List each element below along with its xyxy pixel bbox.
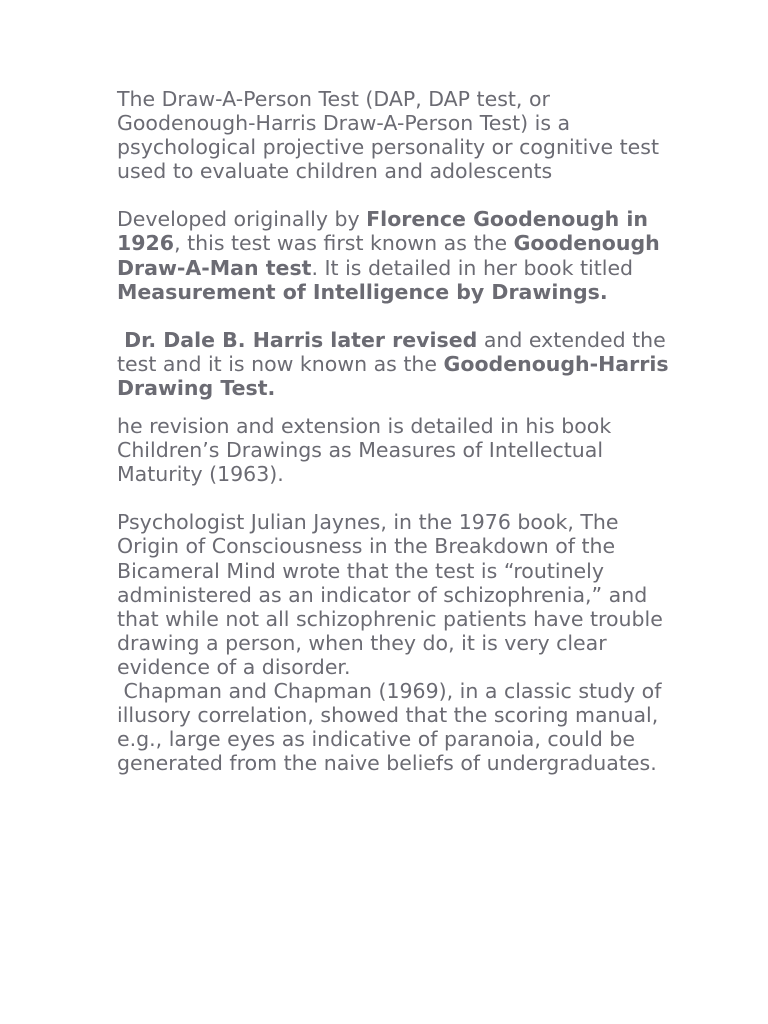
bold-reviser: Dr. Dale B. Harris later revised [117,327,478,352]
paragraph-chapman [117,679,677,775]
paragraph-dap-definition [117,87,677,183]
paragraph-text: and extended the test and it is now known as the [117,327,666,376]
paragraph-gap [117,400,677,414]
paragraph-gap [117,183,677,207]
bold-author-year: Florence Goodenough in 1926 [117,207,648,256]
paragraph-goodenough-origin [117,207,677,303]
paragraph-text: The Draw-A-Person Test (DAP, DAP test, or Goodenough-Harris Draw-A-Person Test) is a psychological projective personality or cognitive test used to evaluate children and adolescents [117,87,659,184]
bold-test-name: Goodenough Draw-A-Man test [117,231,660,280]
bold-revised-test-name: Goodenough-Harris Drawing Test. [117,351,669,400]
paragraph-text: Chapman and Chapman (1969), in a classic study of illusory correlation, showed that the scoring manual, e.g., large eyes as indicative of paranoia, could be generated from the naive beliefs of undergraduates. [117,678,668,776]
paragraph-text: Developed originally by [117,207,367,232]
bold-book-title: Measurement of Intelligence by Drawings. [117,279,608,304]
paragraph-gap [117,486,677,510]
document-page [117,87,677,775]
paragraph-harris-book [117,414,677,486]
paragraph-text: . It is detailed in her book titled [311,255,634,280]
paragraph-text: Psychologist Julian Jaynes, in the 1976 book, The Origin of Consciousness in the Breakdown of the Bicameral Mind wrote that the test is “routinely administered as an indicator of schizophrenia,” and that while not all schizophrenic patients have trouble drawing a person, when they do, it is very clear evidence of a disorder. [117,510,663,679]
paragraph-gap [117,304,677,328]
paragraph-text: he revision and extension is detailed in his book Children’s Drawings as Measures of Intellectual Maturity (1963). [117,414,612,487]
paragraph-harris-revision [117,328,677,400]
paragraph-jaynes [117,510,677,679]
paragraph-text: , this test was first known as the [174,231,514,256]
